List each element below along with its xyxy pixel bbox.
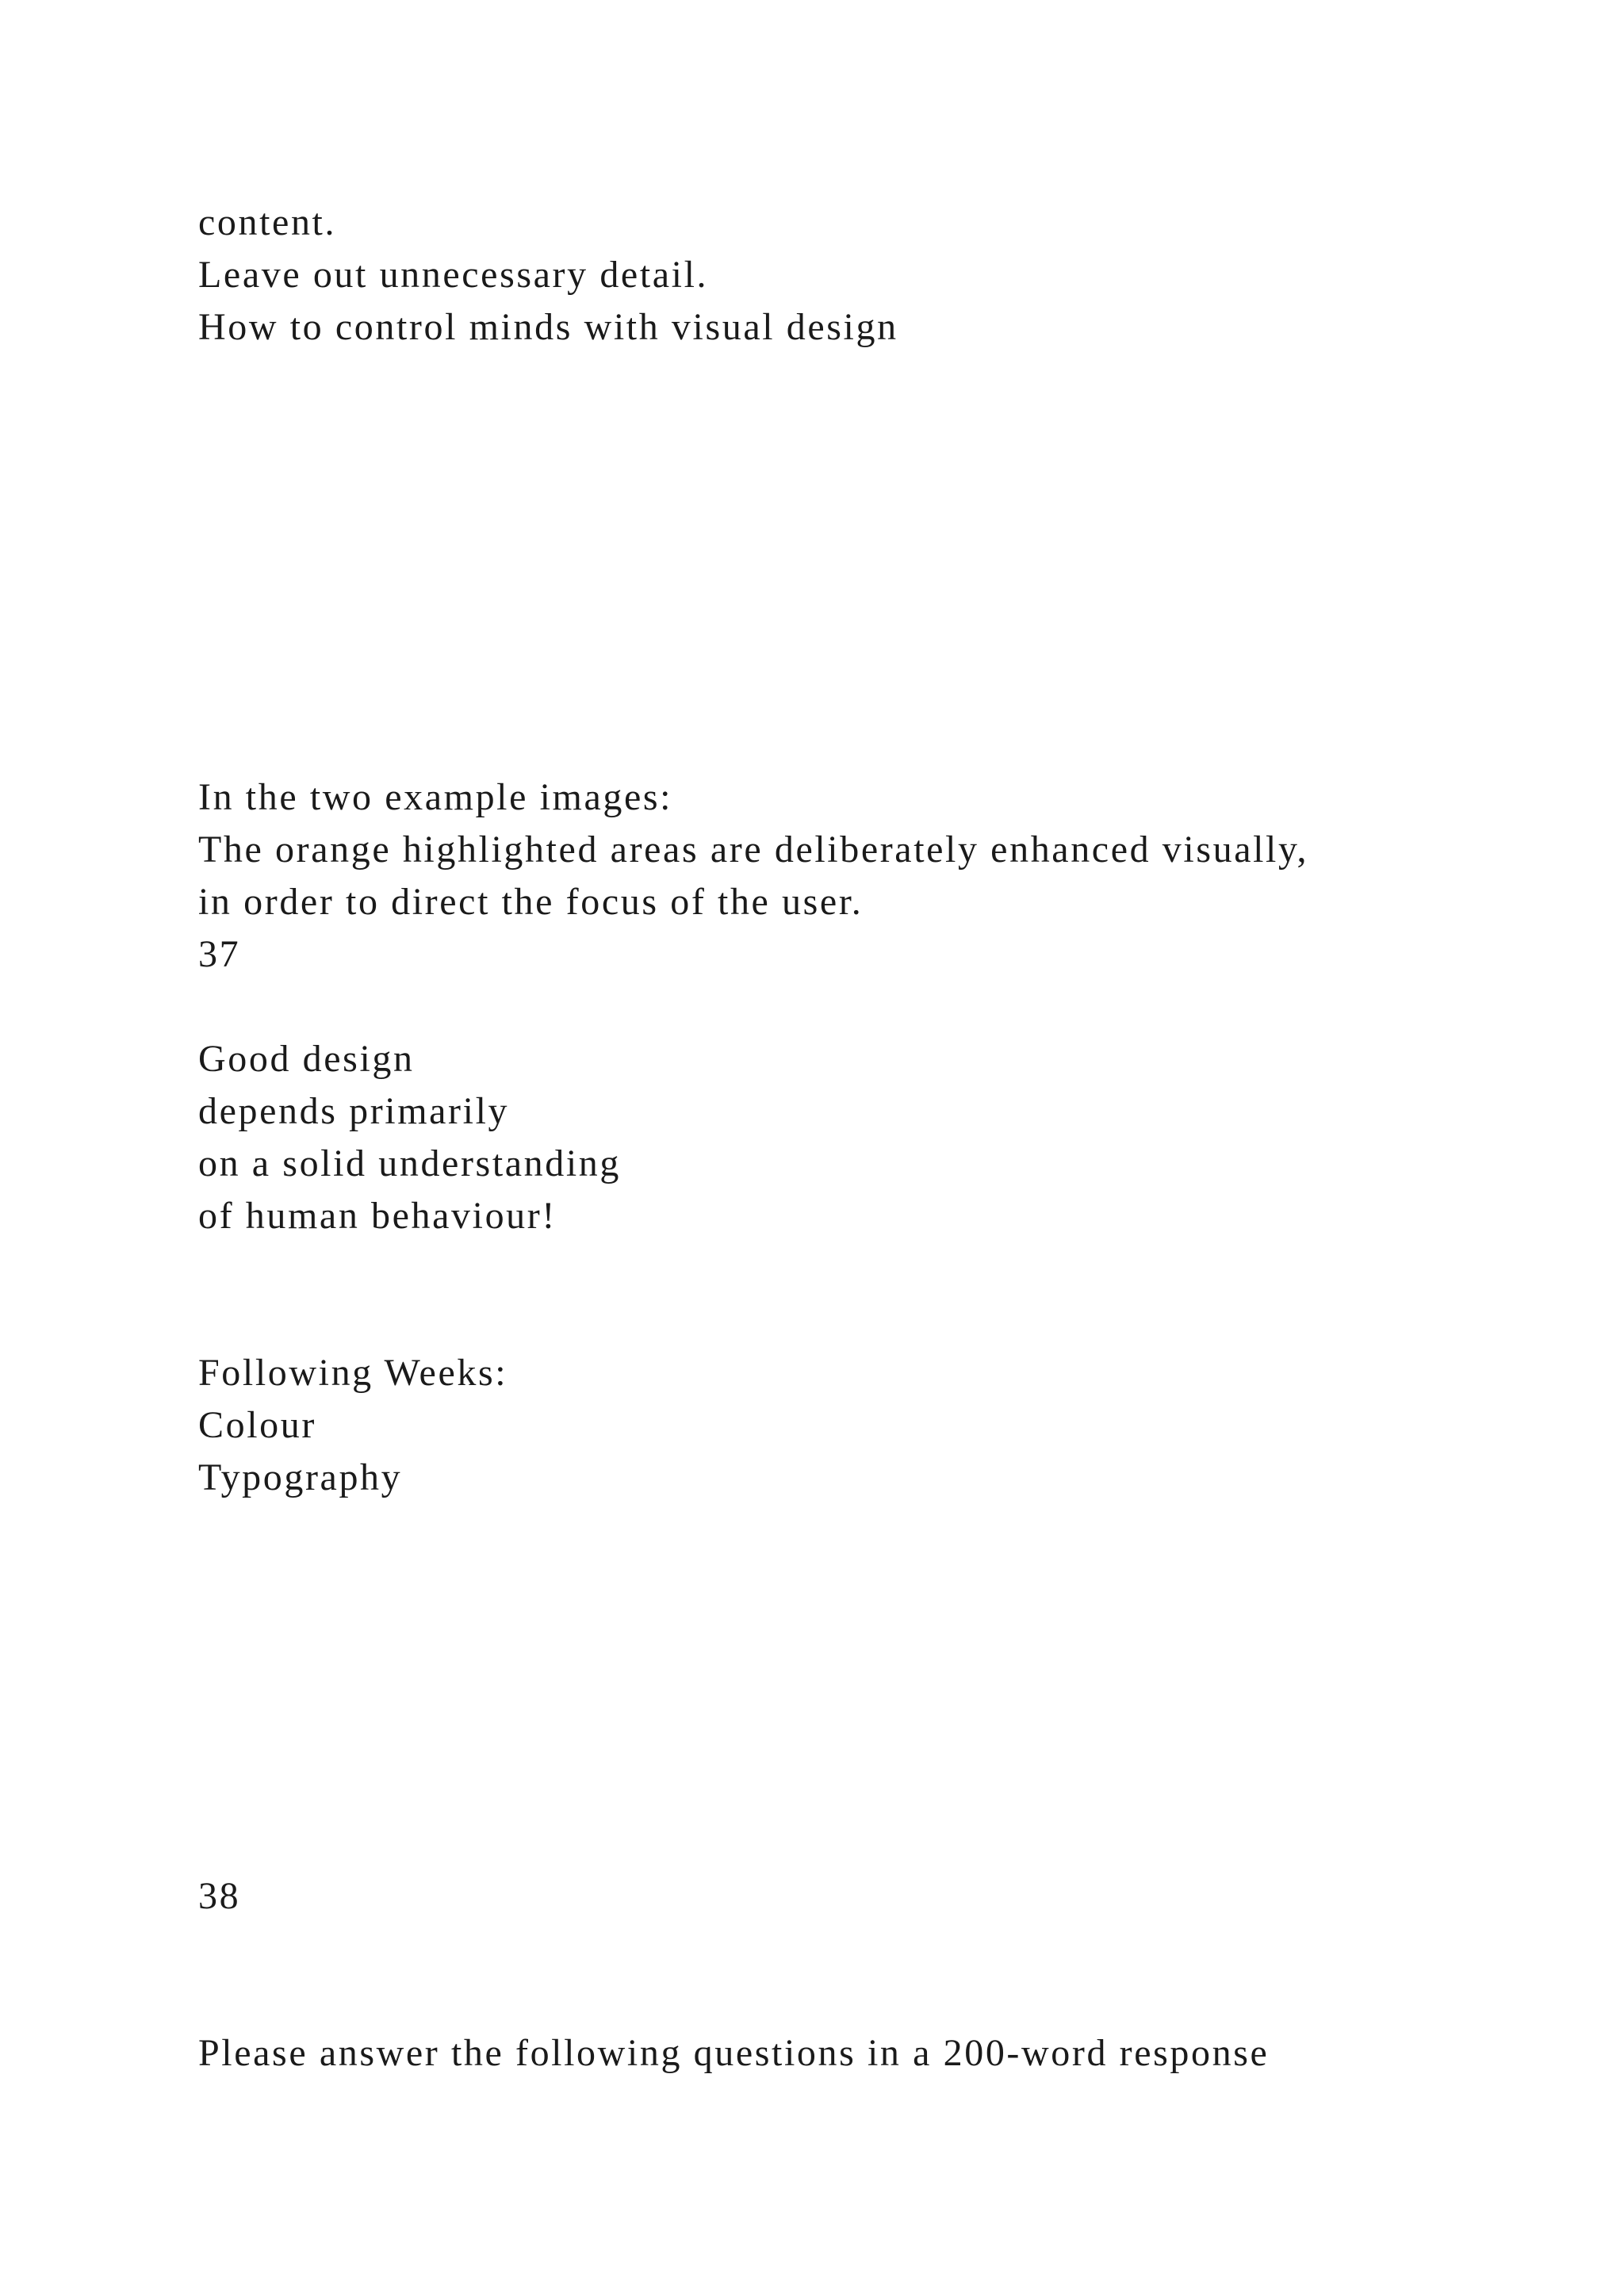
- text-line: content.: [198, 201, 337, 243]
- text-line: depends primarily: [198, 1090, 510, 1132]
- slide-number: 38: [198, 1875, 241, 1917]
- text-line: Good design: [198, 1038, 415, 1080]
- text-line: on a solid understanding: [198, 1142, 622, 1184]
- text-line: The orange highlighted areas are deliberately enhanced visually,: [198, 828, 1309, 871]
- text-line: of human behaviour!: [198, 1195, 557, 1237]
- text-line: In the two example images:: [198, 776, 673, 818]
- text-line: Typography: [198, 1456, 403, 1498]
- heading-line: How to control minds with visual design: [198, 306, 898, 348]
- text-line: Following Weeks:: [198, 1352, 508, 1394]
- slide-number: 37: [198, 933, 241, 975]
- text-line: Leave out unnecessary detail.: [198, 254, 709, 296]
- text-line: Colour: [198, 1404, 316, 1446]
- question-prompt: Please answer the following questions in a 200-word response: [198, 2032, 1270, 2074]
- text-line: in order to direct the focus of the user.: [198, 881, 864, 923]
